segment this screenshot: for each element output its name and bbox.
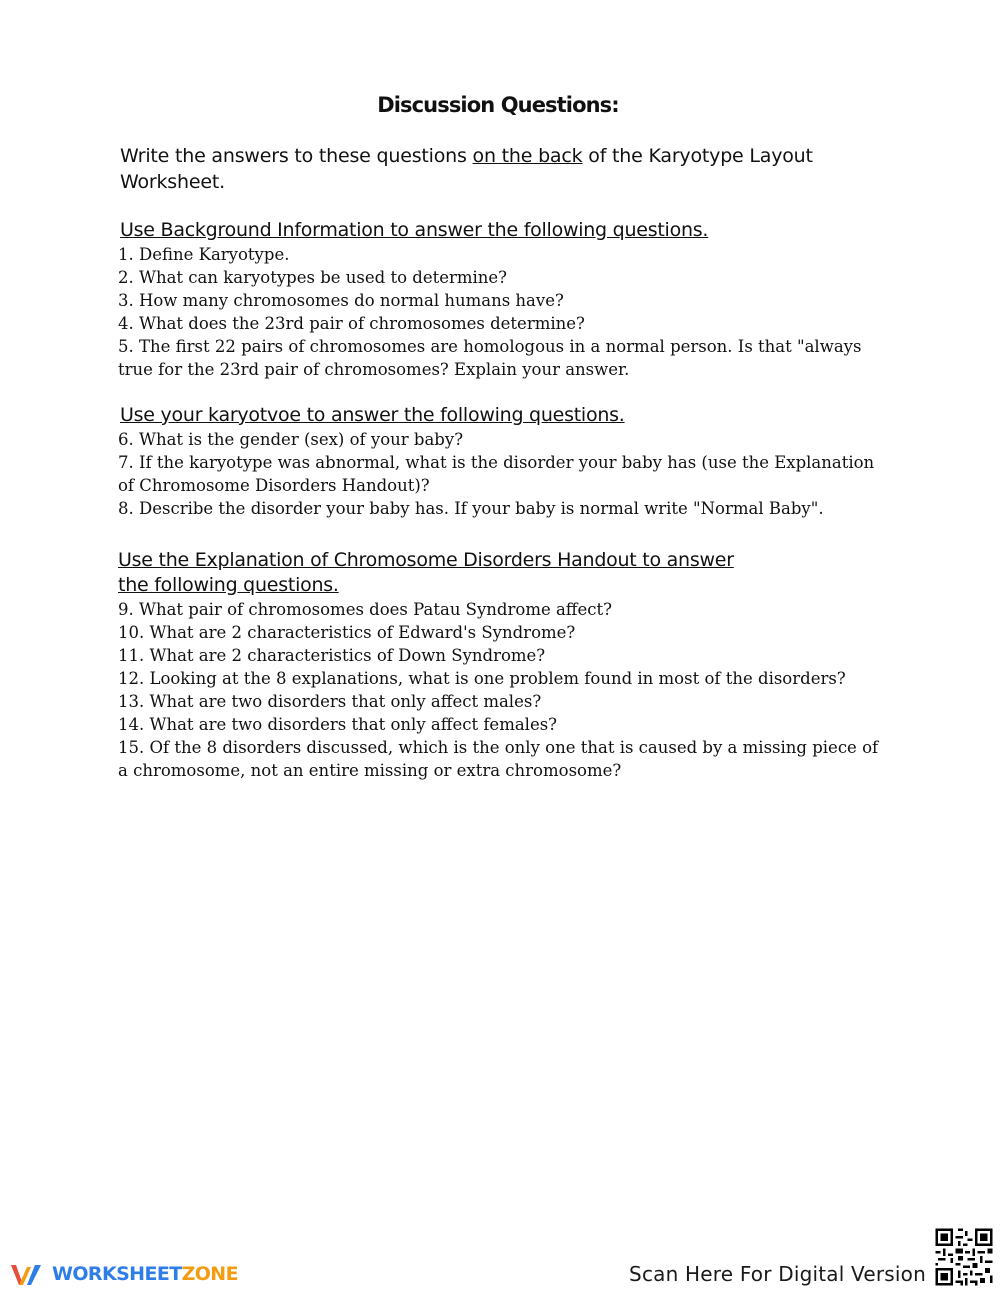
question-list [118, 428, 888, 520]
question-item: 3. How many chromosomes do normal humans have? [118, 291, 564, 310]
section-heading: Use Background Information to answer the following questions. [120, 219, 709, 241]
question-item: 9. What pair of chromosomes does Patau Syndrome affect? [118, 600, 613, 619]
question-list [118, 243, 888, 381]
section-heading: Use the Explanation of Chromosome Disorders Handout to answer the following questions. [118, 549, 734, 596]
question-item: 11. What are 2 characteristics of Down Syndrome? [118, 646, 546, 665]
question-item: 7. If the karyotype was abnormal, what is the disorder your baby has (use the Explanation of Chromosome Disorders Handout)? [118, 453, 875, 495]
section-your-karyotype [118, 403, 888, 520]
scan-caption: Scan Here For Digital Version [629, 1262, 926, 1286]
worksheetzone-logo-icon [8, 1259, 46, 1289]
question-item: 6. What is the gender (sex) of your baby? [118, 430, 464, 449]
question-list [118, 598, 888, 782]
section-chromosome-disorders [118, 548, 888, 782]
instructions-underlined: on the back [472, 145, 583, 167]
section-background-information [118, 218, 888, 381]
page-title: Discussion Questions: [377, 93, 619, 117]
question-item: 14. What are two disorders that only affect females? [118, 715, 558, 734]
brand-name-part2: ZONE [181, 1263, 238, 1285]
section-heading: Use your karyotvoe to answer the following questions. [120, 404, 625, 426]
question-item: 12. Looking at the 8 explanations, what is one problem found in most of the disorders? [118, 669, 846, 688]
question-item: 8. Describe the disorder your baby has. If your baby is normal write "Normal Baby". [118, 499, 824, 518]
brand-name [52, 1263, 238, 1285]
question-item: 1. Define Karyotype. [118, 245, 290, 264]
brand-logo [8, 1258, 238, 1290]
brand-name-part1: WORKSHEET [52, 1263, 182, 1285]
instructions-text-start: Write the answers to these questions [120, 145, 473, 167]
instructions [120, 143, 840, 195]
question-item: 5. The first 22 pairs of chromosomes are homologous in a normal person. Is that "always true for the 23rd pair of chromosomes? Explain your answer. [118, 337, 862, 379]
question-item: 2. What can karyotypes be used to determine? [118, 268, 508, 287]
question-item: 13. What are two disorders that only affect males? [118, 692, 542, 711]
question-item: 10. What are 2 characteristics of Edward's Syndrome? [118, 623, 576, 642]
question-item: 4. What does the 23rd pair of chromosomes determine? [118, 314, 585, 333]
qr-code-icon[interactable] [933, 1226, 995, 1288]
instructions-text-end: of the Karyotype Layout Worksheet. [120, 145, 813, 193]
question-item: 15. Of the 8 disorders discussed, which is the only one that is caused by a missing piece of a chromosome, not an entire missing or extra chromosome? [118, 738, 879, 780]
